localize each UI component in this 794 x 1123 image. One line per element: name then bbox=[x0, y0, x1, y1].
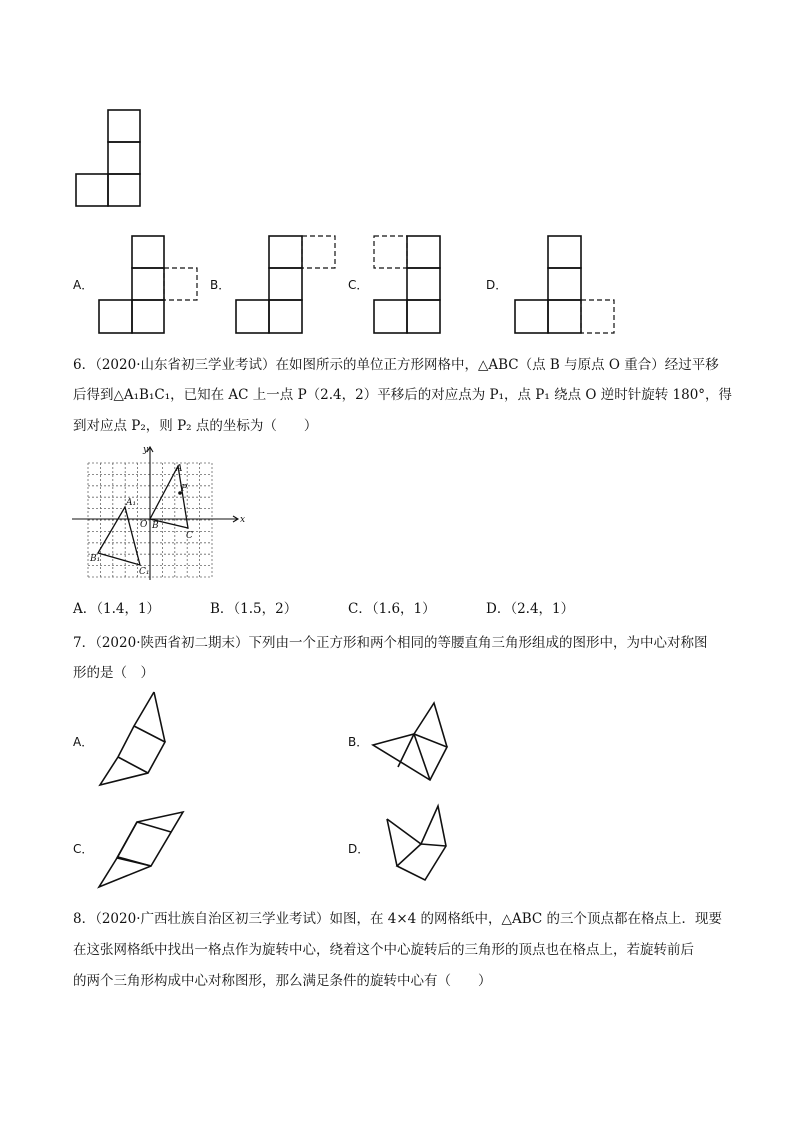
q7-stem-line2: 形的是（ ） bbox=[73, 665, 154, 681]
y-axis-label: y bbox=[143, 445, 149, 455]
q5-option-c-label: C． bbox=[348, 278, 369, 292]
q7-option-c-label: C． bbox=[73, 842, 94, 856]
label-c1: C₁ bbox=[139, 567, 150, 577]
q6-option-c: C．（1.6，1） bbox=[348, 601, 436, 617]
label-b1: B₁ bbox=[90, 554, 101, 564]
q6-stem-line1: 6．（2020·山东省初三学业考试）在如图所示的单位正方形网格中，△ABC（点 B 与原点 O 重合）经过平移 bbox=[73, 357, 719, 373]
x-axis-label: x bbox=[240, 515, 246, 525]
q7-option-d-label: D． bbox=[348, 842, 370, 856]
label-a1: A₁ bbox=[126, 498, 137, 508]
label-a: A bbox=[176, 464, 183, 474]
q6-stem-line2: 后得到△A₁B₁C₁，已知在 AC 上一点 P（2.4，2）平移后的对应点为 P₁，点 P₁ 绕点 O 逆时针旋转 180°，得 bbox=[73, 387, 733, 403]
q6-option-a: A．（1.4，1） bbox=[73, 601, 161, 617]
q6-option-d: D．（2.4，1） bbox=[486, 601, 575, 617]
q7-option-a-label: A． bbox=[73, 735, 94, 749]
q6-option-b: B．（1.5，2） bbox=[210, 601, 298, 617]
q8-stem-line1: 8．（2020·广西壮族自治区初三学业考试）如图，在 4×4 的网格纸中，△ABC 的三个顶点都在格点上．现要 bbox=[73, 911, 722, 927]
label-p: P bbox=[181, 484, 188, 494]
q5-option-d-label: D． bbox=[486, 278, 508, 292]
label-c: C bbox=[186, 531, 193, 541]
q7-option-b-label: B． bbox=[348, 735, 369, 749]
q7-stem-line1: 7．（2020·陕西省初二期末）下列由一个正方形和两个相同的等腰直角三角形组成的图形中，为中心对称图 bbox=[73, 635, 708, 651]
label-o: O bbox=[140, 520, 148, 530]
q6-stem-line3: 到对应点 P₂，则 P₂ 点的坐标为（ ） bbox=[73, 418, 318, 434]
q8-stem-line3: 的两个三角形构成中心对称图形，那么满足条件的旋转中心有（ ） bbox=[73, 973, 492, 989]
q5-option-a-label: A． bbox=[73, 278, 94, 292]
label-b: B bbox=[152, 521, 159, 531]
q8-stem-line2: 在这张网格纸中找出一格点作为旋转中心，绕着这个中心旋转后的三角形的顶点也在格点上，若旋转前后 bbox=[73, 942, 694, 958]
q5-option-b-label: B． bbox=[210, 278, 231, 292]
